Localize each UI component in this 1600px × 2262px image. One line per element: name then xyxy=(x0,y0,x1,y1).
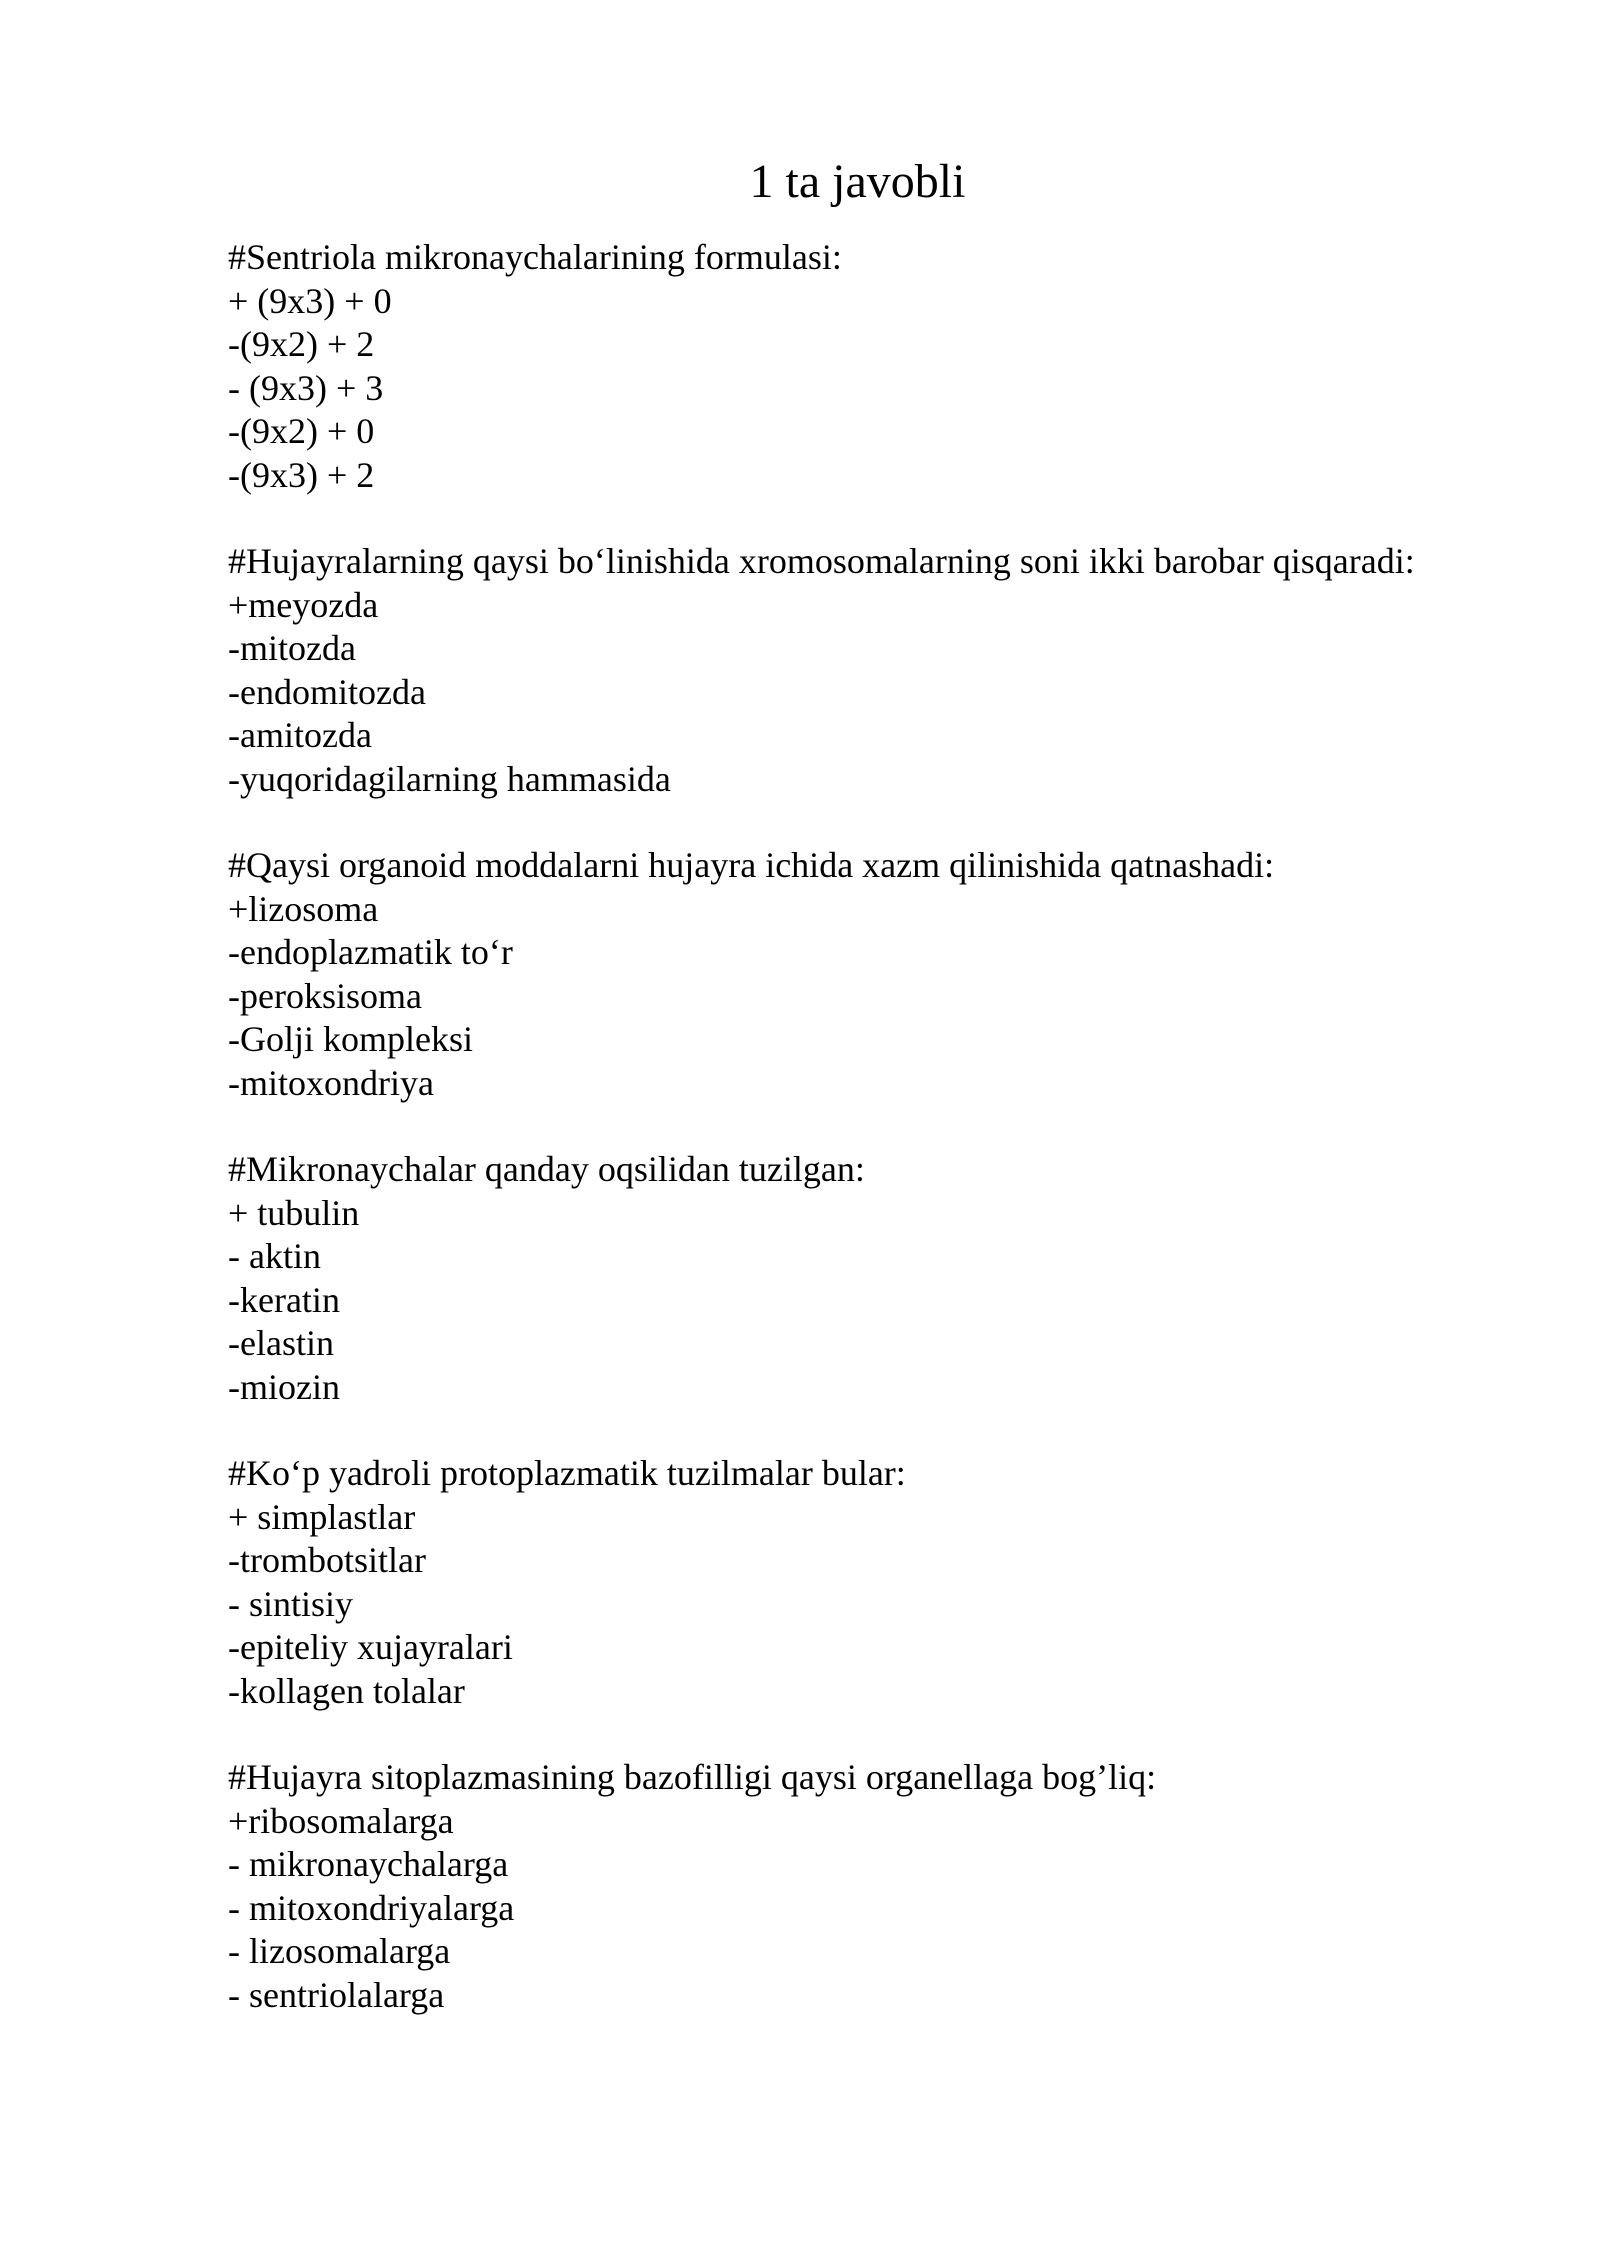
answer-option: - mitoxondriyalarga xyxy=(228,1887,515,1928)
answer-option: -(9x3) + 2 xyxy=(228,454,375,495)
answer-option: - sentriolalarga xyxy=(228,1974,445,2015)
answer-option: + (9x3) + 0 xyxy=(228,280,392,321)
question-text: #Ko‘p yadroli protoplazmatik tuzilmalar bular: xyxy=(228,1453,906,1493)
answer-option: - aktin xyxy=(228,1236,321,1276)
answer-option: +lizosoma xyxy=(228,888,379,929)
question-block-6 xyxy=(228,1756,1600,2017)
answer-option: -kollagen tolalar xyxy=(228,1670,465,1711)
answer-option: -Golji kompleksi xyxy=(228,1019,473,1059)
page-title: 1 ta javobli xyxy=(749,155,966,208)
answer-option: + simplastlar xyxy=(228,1496,416,1537)
question-text: #Hujayra sitoplazmasining bazofilligi qaysi organellaga bog’liq: xyxy=(228,1757,1157,1797)
answer-option: + tubulin xyxy=(228,1192,360,1233)
answer-option: -endomitozda xyxy=(228,671,426,712)
answer-option: -endoplazmatik to‘r xyxy=(228,932,513,972)
answer-option: -yuqoridagilarning hammasida xyxy=(228,758,671,799)
answer-option: -epiteliy xujayralari xyxy=(228,1627,513,1667)
answer-option: - mikronaychalarga xyxy=(228,1844,509,1884)
question-block-1 xyxy=(228,236,1600,497)
answer-option: -trombotsitlar xyxy=(228,1540,426,1580)
answer-option: -keratin xyxy=(228,1279,340,1320)
question-text: #Sentriola mikronaychalarining formulasi: xyxy=(228,237,842,277)
answer-option: -(9x2) + 0 xyxy=(228,411,375,451)
question-text: #Mikronaychalar qanday oqsilidan tuzilgan: xyxy=(228,1149,865,1189)
answer-option: -amitozda xyxy=(228,715,372,755)
question-text: #Hujayralarning qaysi bo‘linishida xromosomalarning soni ikki barobar qisqaradi: xyxy=(228,541,1415,581)
answer-option: +ribosomalarga xyxy=(228,1800,454,1841)
answer-option: +meyozda xyxy=(228,584,379,625)
answer-option: -mitoxondriya xyxy=(228,1062,434,1103)
answer-option: - sintisiy xyxy=(228,1583,354,1624)
answer-option: -elastin xyxy=(228,1323,334,1363)
question-block-3 xyxy=(228,844,1600,1105)
question-text: #Qaysi organoid moddalarni hujayra ichida xazm qilinishida qatnashadi: xyxy=(228,845,1275,885)
answer-option: - lizosomalarga xyxy=(228,1931,451,1971)
answer-option: -(9x2) + 2 xyxy=(228,324,375,364)
question-block-5 xyxy=(228,1452,1600,1713)
question-block-4 xyxy=(228,1148,1600,1409)
answer-option: -miozin xyxy=(228,1366,340,1407)
answer-option: -mitozda xyxy=(228,628,356,668)
answer-option: -peroksisoma xyxy=(228,975,422,1016)
question-block-2 xyxy=(228,540,1600,801)
answer-option: - (9x3) + 3 xyxy=(228,367,384,408)
